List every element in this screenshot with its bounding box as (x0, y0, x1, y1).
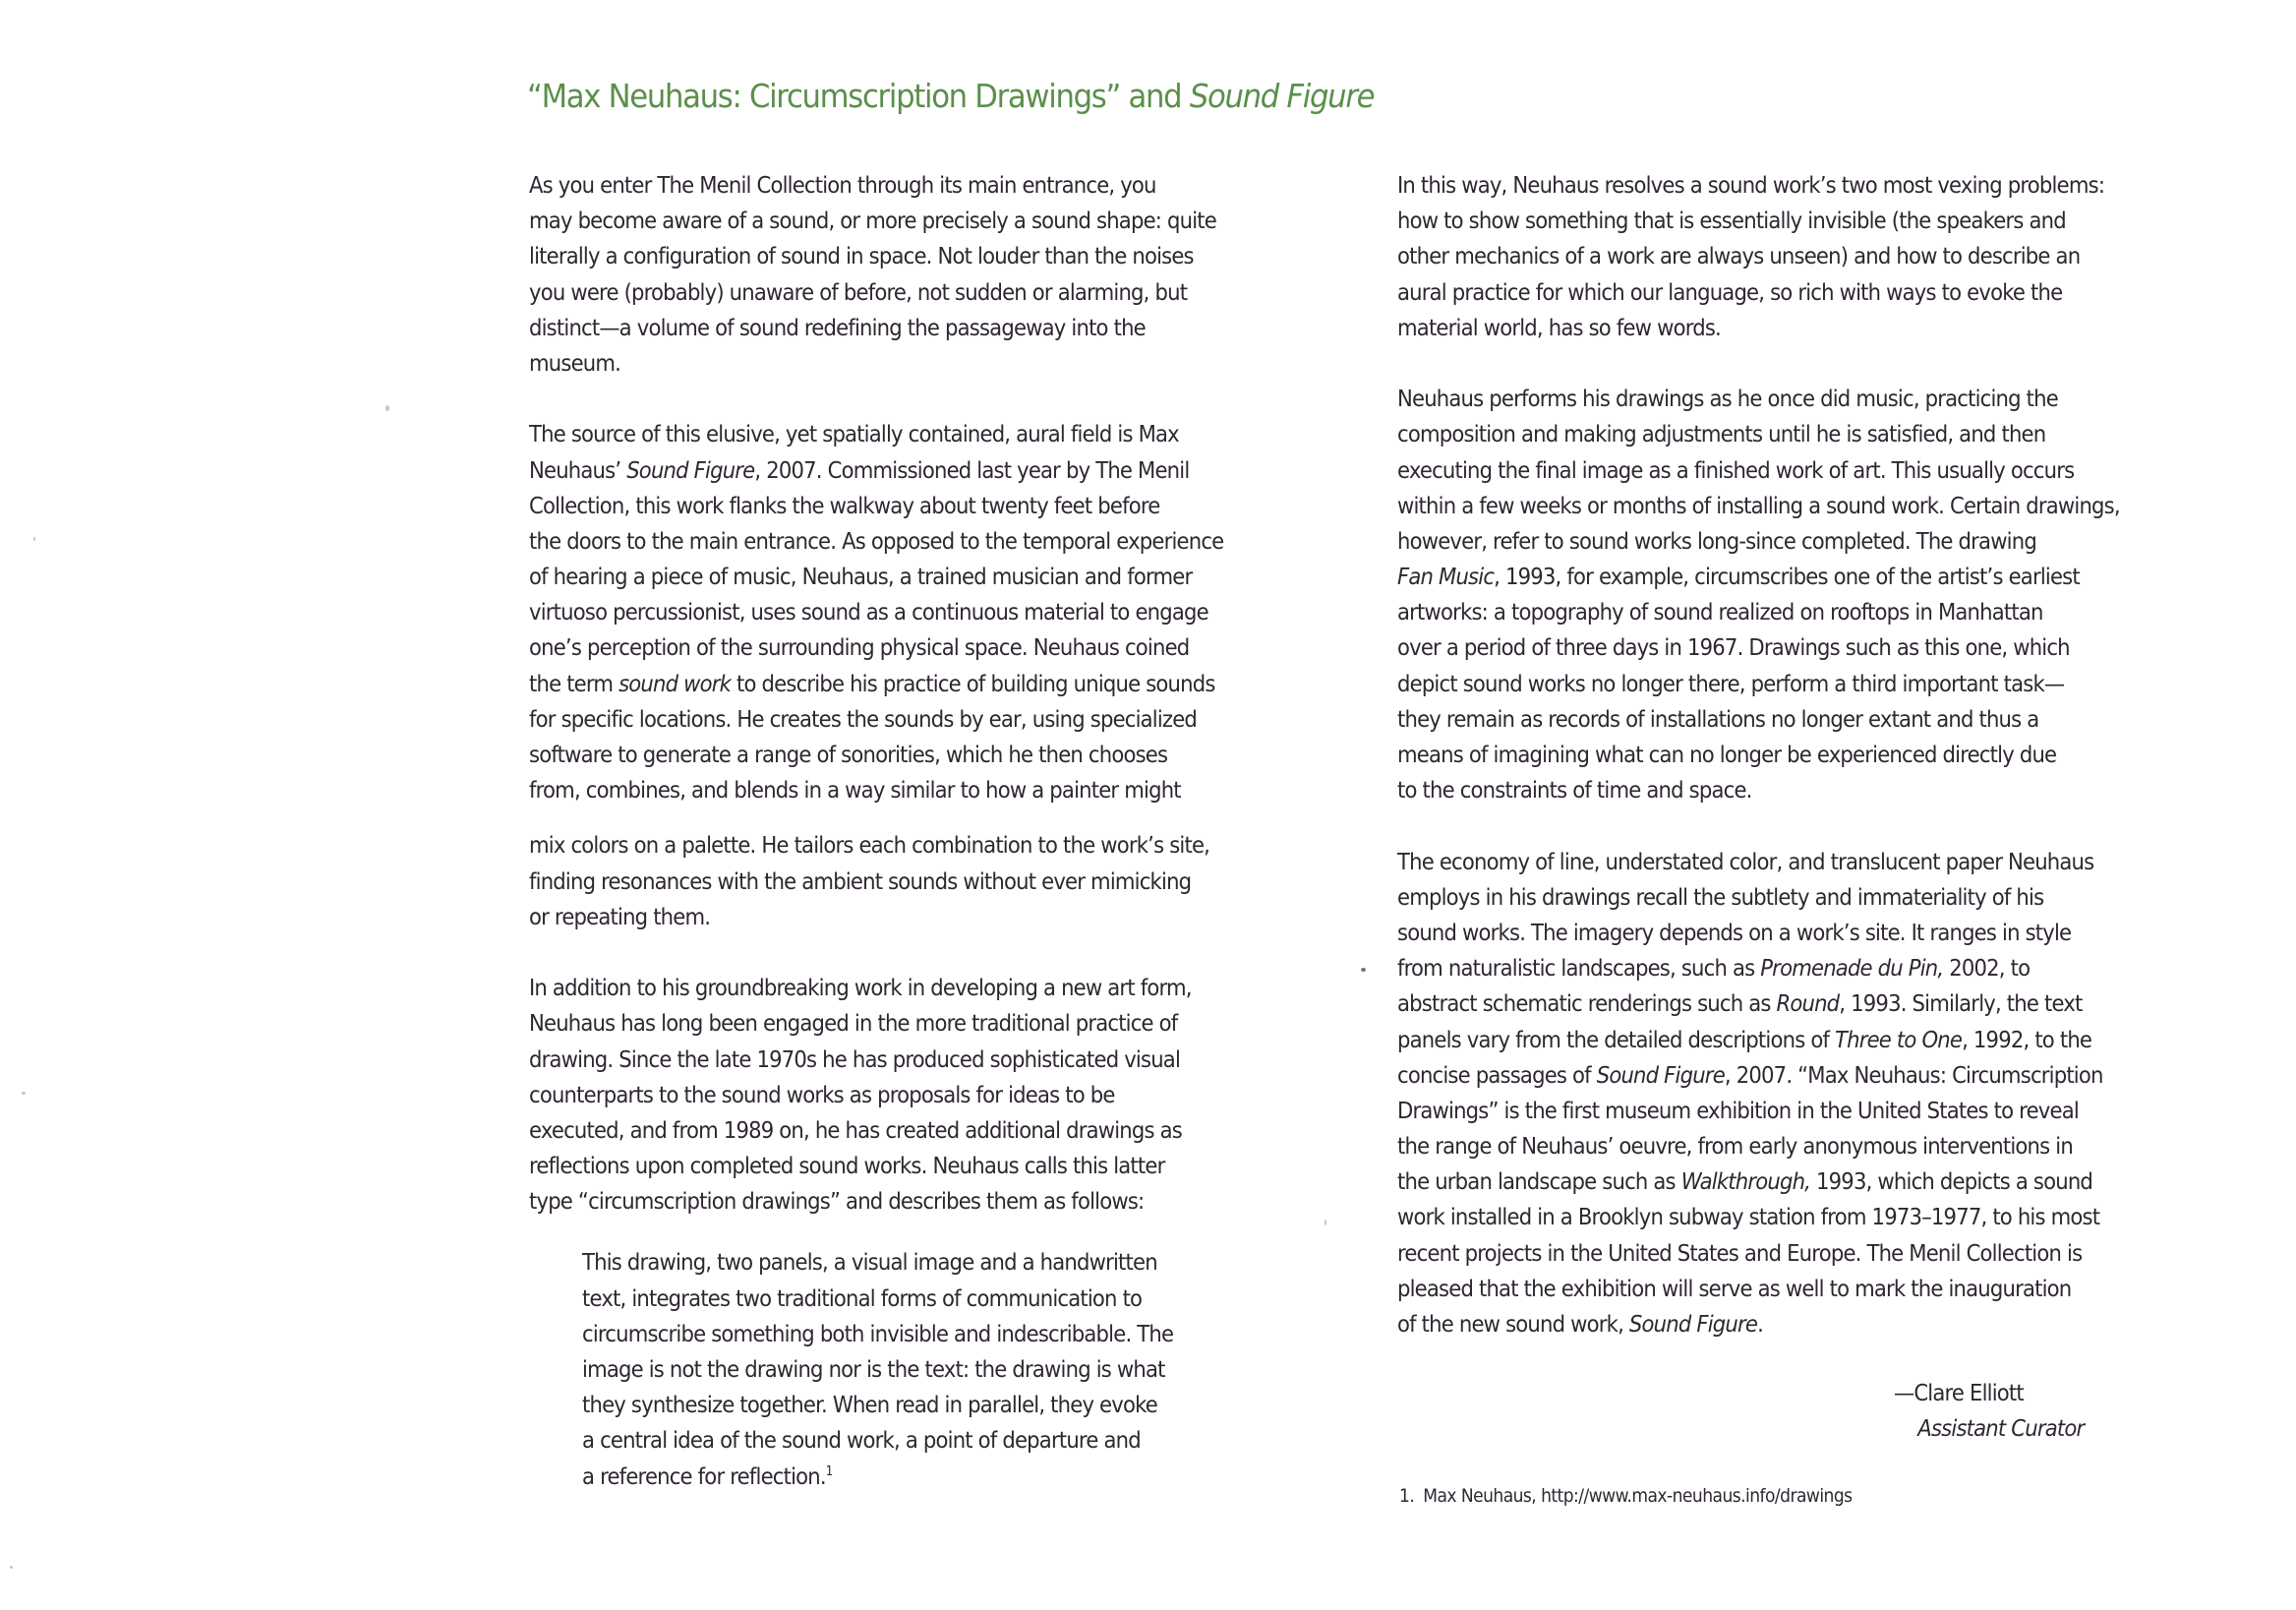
text-line: they remain as records of installations no longer extant and thus a (1397, 704, 2039, 733)
paragraph-gap (1397, 807, 2263, 843)
text-line: the doors to the main entrance. As opposed to the temporal experience (529, 526, 1224, 555)
title-connector: and (1120, 77, 1190, 115)
text-run: , 1992, to the (1962, 1025, 2092, 1053)
text-run: , 1993, for example, circumscribes one of the artist’s earliest (1494, 563, 2080, 591)
text-run: , 2007. “Max Neuhaus: Circumscription (1724, 1060, 2103, 1089)
page-title (527, 77, 1374, 115)
text-line: means of imagining what can no longer be experienced directly due (1397, 741, 2057, 768)
quote-line: This drawing, two panels, a visual image and a handwritten (582, 1248, 1157, 1277)
text-line: reflections upon completed sound works. Neuhaus calls this latter (529, 1152, 1165, 1180)
text-line (529, 666, 1272, 701)
paragraph-gap (1397, 345, 2263, 381)
text-line: depict sound works no longer there, perform a third important task— (1397, 669, 2065, 697)
text-line: aural practice for which our language, so rich with ways to evoke the (1397, 277, 2063, 306)
paragraph-gap (529, 1219, 1355, 1244)
artwork-title: Sound Figure (1596, 1060, 1725, 1089)
text-line: or repeating them. (529, 902, 711, 930)
artwork-title: Round (1776, 989, 1840, 1018)
text-line (1397, 1057, 2176, 1093)
text-line: you were (probably) unaware of before, not sudden or alarming, but (529, 277, 1188, 306)
text-run: concise passages of (1397, 1060, 1597, 1089)
text-line: The source of this elusive, yet spatially contained, aural field is Max (529, 420, 1179, 448)
quote-line: they synthesize together. When read in parallel, they evoke (582, 1391, 1157, 1419)
blockquote (529, 1244, 1355, 1493)
text-line: Neuhaus performs his drawings as he once did music, practicing the (1397, 385, 2058, 413)
artwork-title: Sound Figure (1628, 1310, 1758, 1338)
artwork-title: Fan Music (1397, 563, 1495, 591)
artwork-title: Promenade du Pin, (1760, 954, 1944, 983)
text-line: to the constraints of time and space. (1397, 776, 1752, 805)
paragraph-intro (529, 167, 1355, 381)
text-line: virtuoso percussionist, uses sound as a continuous material to engage (529, 598, 1208, 626)
author-role: Assistant Curator (1917, 1414, 2085, 1442)
scan-speck (1361, 968, 1366, 972)
footnote (1399, 1483, 1853, 1509)
text-line: As you enter The Menil Collection through its main entrance, you (529, 171, 1156, 199)
author-signature (1894, 1375, 2105, 1446)
text-line: employs in his drawings recall the subtlety and immateriality of his (1397, 882, 2044, 911)
quote-line (582, 1459, 1277, 1494)
text-run: panels vary from the detailed descriptions of (1397, 1025, 1836, 1053)
text-run: the urban landscape such as (1397, 1167, 1681, 1196)
quote-line: a central idea of the sound work, a point of departure and (582, 1426, 1141, 1455)
title-italic-part: Sound Figure (1189, 77, 1375, 115)
paragraph-gap (529, 934, 1355, 970)
text-line (1397, 559, 2176, 594)
text-line: pleased that the exhibition will serve as well to mark the inauguration (1397, 1274, 2072, 1302)
footnote-number: 1. (1399, 1485, 1415, 1507)
text-line: may become aware of a sound, or more precisely a sound shape: quite (529, 207, 1216, 235)
text-run: to describe his practice of building unique sounds (731, 669, 1215, 697)
text-line: sound works. The imagery depends on a work’s site. It ranges in style (1397, 918, 2072, 946)
text-run: the term (529, 669, 619, 697)
text-line: artworks: a topography of sound realized on rooftops in Manhattan (1397, 598, 2043, 626)
paragraph-gap (529, 381, 1355, 416)
text-line: executed, and from 1989 on, he has created additional drawings as (529, 1115, 1182, 1144)
text-line: literally a configuration of sound in space. Not louder than the noises (529, 242, 1194, 270)
text-run: of the new sound work, (1397, 1310, 1629, 1338)
text-line: within a few weeks or months of installing a sound work. Certain drawings, (1397, 491, 2120, 519)
text-line: executing the final image as a finished work of art. This usually occurs (1397, 455, 2075, 484)
title-quoted-part: “Max Neuhaus: Circumscription Drawings” (527, 77, 1121, 115)
text-line: counterparts to the sound works as proposals for ideas to be (529, 1080, 1115, 1108)
text-line: how to show something that is essentially invisible (the speakers and (1397, 207, 2066, 235)
quote-line: text, integrates two traditional forms of communication to (582, 1283, 1143, 1312)
text-line (1397, 1022, 2176, 1057)
text-line (1397, 1163, 2176, 1199)
text-line: over a period of three days in 1967. Drawings such as this one, which (1397, 633, 2070, 662)
text-line: other mechanics of a work are always unseen) and how to describe an (1397, 242, 2081, 270)
text-run: from naturalistic landscapes, such as (1397, 954, 1761, 983)
text-line: material world, has so few words. (1397, 313, 1721, 341)
text-line: Collection, this work flanks the walkway about twenty feet before (529, 491, 1160, 519)
text-line: recent projects in the United States and Europe. The Menil Collection is (1397, 1238, 2083, 1267)
page-break-gap (529, 807, 1355, 827)
text-line: distinct—a volume of sound redefining the passageway into the (529, 313, 1146, 341)
text-line: Drawings” is the first museum exhibition in the United States to reveal (1397, 1096, 2079, 1124)
text-line: Neuhaus has long been engaged in the more traditional practice of (529, 1009, 1178, 1038)
text-line: finding resonances with the ambient sounds without ever mimicking (529, 866, 1192, 895)
text-line: software to generate a range of sonorities, which he then chooses (529, 741, 1168, 768)
paragraph-economy (1397, 844, 2263, 1342)
scan-speck (33, 537, 35, 541)
artwork-title: Sound Figure (626, 455, 755, 484)
text-line (1397, 985, 2176, 1021)
text-run: a reference for reflection. (582, 1461, 826, 1490)
text-line: from, combines, and blends in a way similar to how a painter might (529, 776, 1181, 805)
text-line: The economy of line, understated color, and translucent paper Neuhaus (1397, 847, 2094, 875)
text-line: however, refer to sound works long-since completed. The drawing (1397, 526, 2036, 555)
paragraph-source-continued (529, 827, 1355, 934)
artwork-title: Walkthrough, (1680, 1167, 1811, 1196)
scan-speck (385, 405, 389, 411)
left-column (529, 167, 1355, 1494)
text-line: the range of Neuhaus’ oeuvre, from early anonymous interventions in (1397, 1132, 2073, 1161)
text-run: 2002, to (1943, 954, 2031, 983)
footnote-link[interactable]: Max Neuhaus, http://www.max-neuhaus.info/drawings (1423, 1485, 1853, 1507)
text-line (1397, 1306, 2176, 1342)
text-line: mix colors on a palette. He tailors each combination to the work’s site, (529, 831, 1210, 860)
text-run: . (1757, 1310, 1764, 1338)
paragraph-source (529, 416, 1355, 807)
right-column (1397, 167, 2263, 1342)
text-line: drawing. Since the late 1970s he has produced sophisticated visual (529, 1044, 1181, 1073)
text-line: museum. (529, 348, 621, 377)
paragraph-performance (1397, 381, 2263, 807)
artwork-title: Three to One (1835, 1025, 1963, 1053)
text-run: 1993, which depicts a sound (1810, 1167, 2093, 1196)
author-name: —Clare Elliott (1894, 1379, 2024, 1406)
text-line: type “circumscription drawings” and describes them as follows: (529, 1187, 1145, 1216)
scan-speck (1325, 1220, 1326, 1225)
footnote-marker[interactable]: 1 (825, 1463, 833, 1479)
quote-line: circumscribe something both invisible and indescribable. The (582, 1319, 1174, 1347)
text-run: , 1993. Similarly, the text (1839, 989, 2083, 1018)
text-line: of hearing a piece of music, Neuhaus, a trained musician and former (529, 563, 1193, 591)
text-line: for specific locations. He creates the sounds by ear, using specialized (529, 704, 1198, 733)
text-run: Neuhaus’ (529, 455, 627, 484)
term-emphasis: sound work (618, 669, 732, 697)
text-line: composition and making adjustments until he is satisfied, and then (1397, 420, 2046, 448)
paragraph-resolution (1397, 167, 2263, 345)
paragraph-drawing-practice (529, 970, 1355, 1219)
scan-speck (22, 1092, 26, 1095)
text-line: one’s perception of the surrounding physical space. Neuhaus coined (529, 633, 1190, 662)
text-run: abstract schematic renderings such as (1397, 989, 1777, 1018)
text-line (1397, 950, 2176, 985)
text-run: , 2007. Commissioned last year by The Menil (754, 455, 1190, 484)
text-line: In this way, Neuhaus resolves a sound work’s two most vexing problems: (1397, 171, 2105, 199)
scan-speck (10, 1566, 13, 1569)
text-line (529, 452, 1272, 488)
text-line: In addition to his groundbreaking work in developing a new art form, (529, 974, 1192, 1002)
text-line: work installed in a Brooklyn subway station from 1973–1977, to his most (1397, 1203, 2100, 1231)
quote-line: image is not the drawing nor is the text: the drawing is what (582, 1355, 1165, 1383)
